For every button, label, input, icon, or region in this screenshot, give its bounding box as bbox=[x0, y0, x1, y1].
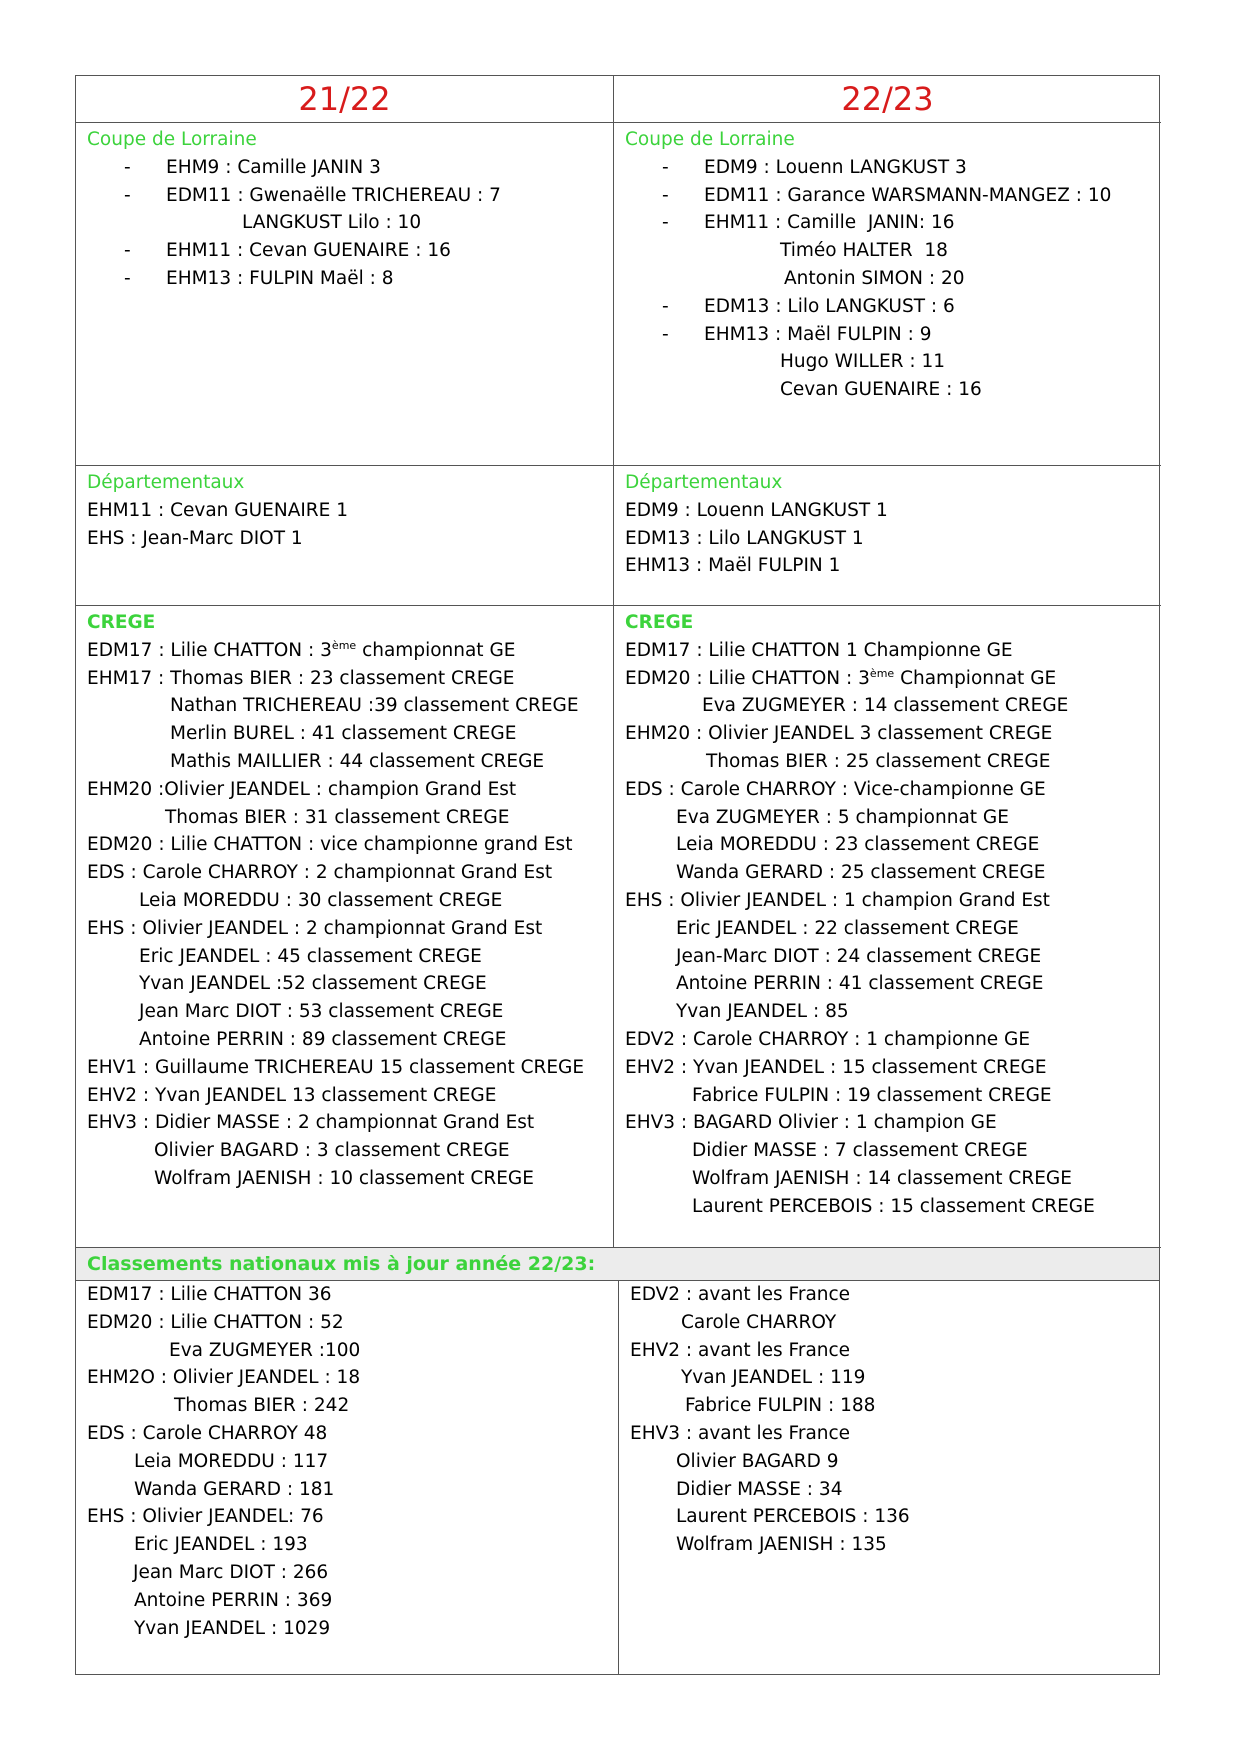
list-item-text: EHV1 : Guillaume TRICHEREAU 15 classement CREGE bbox=[87, 1056, 585, 1078]
list-item bbox=[630, 1476, 1151, 1504]
list-item-text: Wolfram JAENISH : 135 bbox=[676, 1534, 887, 1556]
list-item: EHM13 : Maël FULPIN 1 bbox=[625, 555, 841, 577]
list-item bbox=[625, 720, 1151, 748]
coupe-title: Coupe de Lorraine bbox=[625, 129, 795, 150]
list-item bbox=[87, 1137, 603, 1165]
bullet-dash: - bbox=[662, 295, 669, 317]
list-item bbox=[87, 1165, 603, 1193]
list-item-text: Cevan GUENAIRE : 16 bbox=[780, 379, 982, 401]
list-item bbox=[87, 209, 603, 237]
list-item bbox=[87, 182, 603, 210]
list-item bbox=[87, 237, 603, 265]
list-item-text: LANGKUST Lilo : 10 bbox=[242, 212, 422, 234]
results-document bbox=[75, 75, 1160, 1675]
list-item-text: EHM13 : Maël FULPIN : 9 bbox=[704, 323, 932, 345]
list-item-text: Jean Marc DIOT : 53 classement CREGE bbox=[139, 1001, 504, 1023]
list-item-text: Olivier BAGARD : 3 classement CREGE bbox=[154, 1140, 510, 1162]
list-item-text: Thomas BIER : 25 classement CREGE bbox=[706, 750, 1051, 772]
list-item-text: EHM2O : Olivier JEANDEL : 18 bbox=[87, 1367, 361, 1389]
national-table bbox=[75, 1281, 1160, 1675]
list-item-text: EDM17 : Lilie CHATTON 1 Championne GE bbox=[625, 639, 1013, 661]
list-item-text: Leia MOREDDU : 23 classement CREGE bbox=[676, 834, 1040, 856]
list-item-text: EHV2 : avant les France bbox=[630, 1339, 851, 1361]
list-item-text: EHV2 : Yvan JEANDEL : 15 classement CREGE bbox=[625, 1056, 1047, 1078]
crege-title: CREGE bbox=[87, 612, 156, 633]
list-item-text: EHS : Olivier JEANDEL: 76 bbox=[87, 1506, 324, 1528]
list-item-text: Wanda GERARD : 25 classement CREGE bbox=[676, 862, 1046, 884]
list-item bbox=[630, 1448, 1151, 1476]
list-item bbox=[625, 1137, 1151, 1165]
season-header-right: 22/23 bbox=[614, 76, 1161, 123]
list-item bbox=[87, 1503, 608, 1531]
list-item bbox=[625, 293, 1151, 321]
list-item-text: Hugo WILLER : 11 bbox=[780, 351, 946, 373]
list-item-text: EDS : Carole CHARROY 48 bbox=[87, 1422, 328, 1444]
list-item bbox=[87, 804, 603, 832]
list-item bbox=[625, 637, 1151, 665]
list-item-text: EHS : Olivier JEANDEL : 1 champion Grand Est bbox=[625, 889, 1050, 911]
results-table bbox=[75, 75, 1160, 1248]
list-item bbox=[87, 1082, 603, 1110]
list-item bbox=[625, 915, 1151, 943]
superscript: ème bbox=[331, 638, 357, 652]
list-item bbox=[625, 887, 1151, 915]
list-item-text: Antonin SIMON : 20 bbox=[784, 267, 965, 289]
list-item-text: Fabrice FULPIN : 188 bbox=[685, 1395, 876, 1417]
list-item-text: Didier MASSE : 34 bbox=[676, 1478, 843, 1500]
list-item bbox=[625, 265, 1151, 293]
list-item-text: EHV2 : Yvan JEANDEL 13 classement CREGE bbox=[87, 1084, 497, 1106]
list-item-text: Jean-Marc DIOT : 24 classement CREGE bbox=[676, 945, 1042, 967]
list-item-text: EDM20 : Lilie CHATTON : 52 bbox=[87, 1311, 344, 1333]
bullet-dash: - bbox=[662, 156, 669, 178]
list-item bbox=[87, 1109, 603, 1137]
list-item-text: Timéo HALTER 18 bbox=[780, 240, 948, 262]
list-item bbox=[625, 943, 1151, 971]
list-item-text: EDV2 : Carole CHARROY : 1 championne GE bbox=[625, 1028, 1031, 1050]
list-item-text: Eric JEANDEL : 193 bbox=[134, 1534, 308, 1556]
list-item-text: Yvan JEANDEL :52 classement CREGE bbox=[139, 973, 487, 995]
list-item-text: Championnat GE bbox=[894, 667, 1057, 689]
list-item: EHM11 : Cevan GUENAIRE 1 bbox=[87, 499, 348, 521]
bullet-dash: - bbox=[124, 267, 131, 289]
list-item-text: Yvan JEANDEL : 1029 bbox=[134, 1617, 331, 1639]
list-item-text: Leia MOREDDU : 117 bbox=[134, 1450, 329, 1472]
list-item bbox=[625, 665, 1151, 693]
list-item bbox=[87, 1420, 608, 1448]
list-item-text: Mathis MAILLIER : 44 classement CREGE bbox=[170, 750, 545, 772]
dep-title: Départementaux bbox=[87, 472, 245, 493]
bullet-dash: - bbox=[124, 184, 131, 206]
list-item bbox=[87, 1448, 608, 1476]
list-item bbox=[625, 154, 1151, 182]
list-item bbox=[87, 943, 603, 971]
list-item bbox=[625, 970, 1151, 998]
list-item-text: EDS : Carole CHARROY : Vice-championne GE bbox=[625, 778, 1046, 800]
list-item-text: Fabrice FULPIN : 19 classement CREGE bbox=[692, 1084, 1052, 1106]
list-item-text: EHS : Olivier JEANDEL : 2 championnat Grand Est bbox=[87, 917, 543, 939]
list-item-text: Carole CHARROY bbox=[681, 1311, 837, 1333]
crege-cell-left bbox=[76, 606, 614, 1248]
coupe-list-right bbox=[625, 154, 1151, 404]
dep-cell-left bbox=[76, 466, 614, 606]
list-item bbox=[87, 776, 603, 804]
list-item: EDM13 : Lilo LANGKUST 1 bbox=[625, 527, 864, 549]
coupe-cell-left bbox=[76, 123, 614, 466]
list-item-text: EHV3 : Didier MASSE : 2 championnat Grand Est bbox=[87, 1112, 535, 1134]
list-item bbox=[625, 1109, 1151, 1137]
list-item-text: Thomas BIER : 31 classement CREGE bbox=[165, 806, 510, 828]
list-item bbox=[625, 321, 1151, 349]
list-item-text: EDM20 : Lilie CHATTON : vice championne grand Est bbox=[87, 834, 573, 856]
list-item-text: EHV3 : BAGARD Olivier : 1 champion GE bbox=[625, 1112, 997, 1134]
list-item: EDM9 : Louenn LANGKUST 1 bbox=[625, 499, 888, 521]
list-item-text: Eva ZUGMEYER :100 bbox=[169, 1339, 361, 1361]
list-item bbox=[87, 692, 603, 720]
dep-list-right bbox=[625, 497, 1151, 580]
list-item-text: championnat GE bbox=[356, 639, 516, 661]
list-item bbox=[625, 1193, 1151, 1221]
list-item: EHS : Jean-Marc DIOT 1 bbox=[87, 527, 303, 549]
list-item bbox=[87, 1587, 608, 1615]
crege-list-left bbox=[87, 637, 603, 1193]
list-item-text: EHM20 : Olivier JEANDEL 3 classement CREGE bbox=[625, 723, 1053, 745]
list-item-text: EHV3 : avant les France bbox=[630, 1422, 851, 1444]
list-item-text: EDM11 : Gwenaëlle TRICHEREAU : 7 bbox=[166, 184, 501, 206]
list-item bbox=[625, 1054, 1151, 1082]
list-item-text: Eva ZUGMEYER : 5 championnat GE bbox=[676, 806, 1009, 828]
bullet-dash: - bbox=[662, 323, 669, 345]
list-item bbox=[87, 265, 603, 293]
list-item-text: Wolfram JAENISH : 14 classement CREGE bbox=[692, 1167, 1072, 1189]
list-item bbox=[87, 1615, 608, 1643]
list-item bbox=[87, 1364, 608, 1392]
list-item-text: Wolfram JAENISH : 10 classement CREGE bbox=[154, 1167, 534, 1189]
dep-title: Départementaux bbox=[625, 472, 783, 493]
list-item bbox=[87, 1309, 608, 1337]
list-item bbox=[625, 804, 1151, 832]
list-item bbox=[87, 665, 603, 693]
list-item bbox=[625, 692, 1151, 720]
list-item-text: EHM20 :Olivier JEANDEL : champion Grand Est bbox=[87, 778, 517, 800]
list-item bbox=[87, 1392, 608, 1420]
list-item-text: EDM17 : Lilie CHATTON : 3 bbox=[87, 639, 332, 661]
national-cell-left bbox=[76, 1281, 619, 1674]
list-item bbox=[625, 998, 1151, 1026]
list-item bbox=[87, 1337, 608, 1365]
list-item bbox=[625, 748, 1151, 776]
list-item-text: Jean Marc DIOT : 266 bbox=[133, 1561, 329, 1583]
list-item bbox=[625, 1165, 1151, 1193]
national-title: Classements nationaux mis à jour année 22/23: bbox=[75, 1248, 1160, 1281]
list-item bbox=[625, 859, 1151, 887]
list-item bbox=[87, 720, 603, 748]
list-item-text: Merlin BUREL : 41 classement CREGE bbox=[170, 723, 517, 745]
list-item bbox=[630, 1503, 1151, 1531]
bullet-dash: - bbox=[662, 184, 669, 206]
list-item bbox=[87, 1054, 603, 1082]
list-item bbox=[630, 1337, 1151, 1365]
list-item bbox=[625, 182, 1151, 210]
crege-title: CREGE bbox=[625, 612, 694, 633]
list-item-text: Eva ZUGMEYER : 14 classement CREGE bbox=[702, 695, 1069, 717]
list-item-text: Laurent PERCEBOIS : 136 bbox=[676, 1506, 910, 1528]
list-item bbox=[630, 1392, 1151, 1420]
bullet-dash: - bbox=[124, 156, 131, 178]
list-item bbox=[87, 637, 603, 665]
list-item-text: EHM11 : Cevan GUENAIRE : 16 bbox=[166, 240, 451, 262]
list-item-text: EDM13 : Lilo LANGKUST : 6 bbox=[704, 295, 955, 317]
list-item bbox=[87, 1559, 608, 1587]
list-item-text: EDM9 : Louenn LANGKUST 3 bbox=[704, 156, 967, 178]
list-item bbox=[630, 1531, 1151, 1559]
list-item-text: Olivier BAGARD 9 bbox=[676, 1450, 839, 1472]
list-item bbox=[630, 1364, 1151, 1392]
season-header-left: 21/22 bbox=[76, 76, 614, 123]
list-item-text: Antoine PERRIN : 89 classement CREGE bbox=[139, 1028, 507, 1050]
national-list-left bbox=[87, 1281, 608, 1642]
dep-cell-right bbox=[614, 466, 1161, 606]
list-item-text: Antoine PERRIN : 369 bbox=[134, 1589, 333, 1611]
list-item-text: Didier MASSE : 7 classement CREGE bbox=[692, 1140, 1028, 1162]
crege-list-right bbox=[625, 637, 1151, 1221]
list-item bbox=[87, 1281, 608, 1309]
list-item-text: EHM9 : Camille JANIN 3 bbox=[166, 156, 381, 178]
list-item bbox=[630, 1420, 1151, 1448]
list-item bbox=[625, 348, 1151, 376]
list-item bbox=[625, 1082, 1151, 1110]
list-item bbox=[87, 887, 603, 915]
list-item-text: Antoine PERRIN : 41 classement CREGE bbox=[676, 973, 1044, 995]
list-item-text: EDS : Carole CHARROY : 2 championnat Grand Est bbox=[87, 862, 553, 884]
list-item bbox=[625, 209, 1151, 237]
list-item-text: Yvan JEANDEL : 85 bbox=[676, 1001, 849, 1023]
list-item bbox=[87, 998, 603, 1026]
list-item-text: EHM11 : Camille JANIN: 16 bbox=[704, 212, 955, 234]
list-item-text: Eric JEANDEL : 22 classement CREGE bbox=[676, 917, 1019, 939]
list-item-text: EHM17 : Thomas BIER : 23 classement CREGE bbox=[87, 667, 515, 689]
list-item bbox=[625, 1026, 1151, 1054]
list-item bbox=[87, 1026, 603, 1054]
coupe-list-left bbox=[87, 154, 603, 293]
list-item bbox=[625, 831, 1151, 859]
list-item-text: EDM20 : Lilie CHATTON : 3 bbox=[625, 667, 870, 689]
coupe-title: Coupe de Lorraine bbox=[87, 129, 257, 150]
list-item bbox=[87, 859, 603, 887]
list-item bbox=[625, 776, 1151, 804]
list-item-text: EDM17 : Lilie CHATTON 36 bbox=[87, 1284, 332, 1305]
bullet-dash: - bbox=[662, 212, 669, 234]
national-cell-right bbox=[619, 1281, 1161, 1674]
list-item bbox=[87, 831, 603, 859]
list-item-text: EHM13 : FULPIN Maël : 8 bbox=[166, 267, 394, 289]
list-item-text: EDM11 : Garance WARSMANN-MANGEZ : 10 bbox=[704, 184, 1112, 206]
list-item bbox=[87, 1531, 608, 1559]
crege-cell-right bbox=[614, 606, 1161, 1248]
list-item bbox=[625, 237, 1151, 265]
list-item-text: Leia MOREDDU : 30 classement CREGE bbox=[139, 889, 503, 911]
list-item-text: Thomas BIER : 242 bbox=[174, 1395, 350, 1417]
list-item-text: Yvan JEANDEL : 119 bbox=[681, 1367, 866, 1389]
list-item-text: EDV2 : avant les France bbox=[630, 1284, 851, 1305]
list-item-text: Laurent PERCEBOIS : 15 classement CREGE bbox=[692, 1195, 1095, 1217]
dep-list-left bbox=[87, 497, 603, 553]
list-item bbox=[625, 376, 1151, 404]
list-item bbox=[630, 1309, 1151, 1337]
list-item bbox=[87, 154, 603, 182]
list-item bbox=[87, 915, 603, 943]
coupe-cell-right bbox=[614, 123, 1161, 466]
list-item-text: Nathan TRICHEREAU :39 classement CREGE bbox=[170, 695, 579, 717]
national-list-right bbox=[630, 1281, 1151, 1559]
list-item bbox=[87, 970, 603, 998]
bullet-dash: - bbox=[124, 240, 131, 262]
list-item bbox=[87, 1476, 608, 1504]
list-item-text: Wanda GERARD : 181 bbox=[134, 1478, 335, 1500]
list-item bbox=[87, 748, 603, 776]
list-item-text: Eric JEANDEL : 45 classement CREGE bbox=[139, 945, 482, 967]
list-item bbox=[630, 1281, 1151, 1309]
superscript: ème bbox=[869, 666, 895, 680]
